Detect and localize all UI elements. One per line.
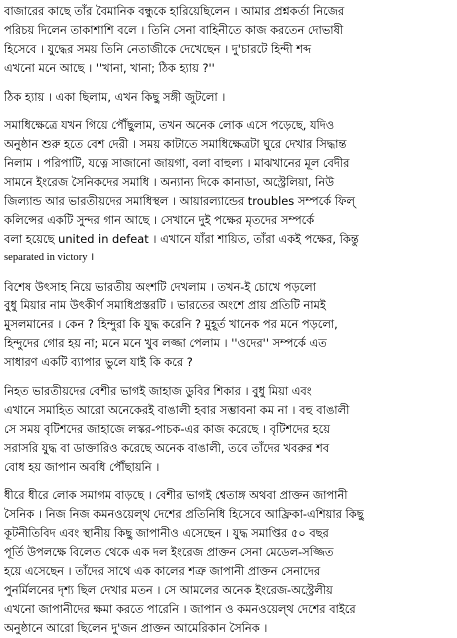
text-line: কূটনীতিবিদ এবং স্থানীয় কিছু জাপানীও এসেছেন । যুদ্ধ সমাপ্তির ৫০ বছর [4,526,329,541]
text-line: নিলাম । পরিপাটি, যত্নে সাজানো জায়গা, বলা বাহুল্য । মাঝখানের মূল বেদীর [4,156,350,171]
text-line: হিসেবে । যুদ্ধের সময় তিনি নেতাজীকে দেখেছেন । দু'চারটে হিন্দী শব্দ [4,41,311,56]
text-line: হিন্দুদের গোর হয় না; মনে মনে খুব লজ্জা পেলাম । ''ওদের'' সম্পর্কে এত [4,336,327,351]
text-line: বিশেষ উৎসাহ নিয়ে ভারতীয় অংশটি দেখলাম । তখন-ই চোখে পড়লো [4,279,316,294]
paragraph-1 [4,2,454,78]
text-line: এখনো মনে আছে । ''খানা, খানা; ঠিক হ্যায় ?'' [4,60,215,75]
text-line: জিল্যান্ড আর ভারতীয়দের সমাধিস্থল । আয়ারল্যান্ডের troubles সম্পর্কে ফিল্ [4,194,355,209]
text-line: separated in victory । [4,251,95,263]
text-line: সাধারণ একটি ব্যাপার ভুলে যাই কি করে ? [4,355,193,370]
text-line: সরাসরি যুদ্ধ বা ডাক্তারিও করেছে অনেক বাঙালী, তবে তাঁদের খবরুর শব [4,440,330,455]
text-line: বুধু মিয়ার নাম উৎকীর্ণ সমাধিপ্রস্তরটি । ভারতের অংশে প্রায় প্রতিটি নামই [4,298,326,313]
text-line: সে সময় বৃটিশদের জাহাজে লস্কর-পাচক-এর কাজ করেছে । বৃটিশদের হয়ে [4,421,330,436]
text-line: ধীরে ধীরে লোক সমাগম বাড়ছে । বেশীর ভাগই শ্বেতাঙ্গ অথবা প্রাক্তন জাপানী [4,488,348,503]
paragraph-gap [4,268,454,278]
text-line: সমাধিক্ষেত্রে যখন গিয়ে পৌঁছুলাম, তখন অনেক লোক এসে পড়েছে, যদিও [4,118,335,133]
text-line: কলিন্সের একটি সুন্দর গান আছে । সেখানে দুই পক্ষের মৃতদের সম্পর্কে [4,212,315,227]
paragraph-gap [4,476,454,486]
text-line: সৈনিক । নিজ নিজ কমনওয়েল্থ দেশের প্রতিনিধি হিসেবে আফ্রিকা-এশিয়ার কিছু [4,507,364,522]
text-line: হয়ে এসেছেন । তাঁদের সাথে এক কালের শত্রু জাপানী প্রাক্তন সেনাদের [4,564,321,579]
text-line: বোধ হয় জাপান অবধি পৌঁছায়নি । [4,459,160,474]
paragraph-5 [4,382,454,476]
paragraph-6 [4,486,454,637]
text-line: ঠিক হ্যায় । একা ছিলাম, এখন কিছু সঙ্গী জুটলো । [4,89,226,104]
text-line: মুসলমানের । কেন ? হিন্দুরা কি যুদ্ধ করেনি ? মুহূর্ত খানেক পর মনে পড়লো, [4,317,338,332]
text-line: বাজারের কাছে তাঁর বৈমানিক বন্ধুকে হারিয়েছিলেন । আমার প্রশ্নকর্তা নিজের [4,4,345,18]
paragraph-gap [4,372,454,382]
text-line: নিহত ভারতীয়দের বেশীর ভাগই জাহাজ ডুবির শিকার । বুধু মিয়া এবং [4,384,312,399]
paragraph-gap [4,106,454,116]
text-line: পুনর্মিলনের দৃশ্য ছিল দেখার মতন । সে আমলের অনেক ইংরেজ-অস্ট্রেলীয় [4,582,333,597]
paragraph-gap [4,78,454,88]
text-line: এখনো জাপানীদের ক্ষমা করতে পারেনি । জাপান ও কমনওয়েল্থ দেশের বাইরে [4,601,356,616]
paragraph-4 [4,278,454,372]
text-line: পূর্তি উপলক্ষে বিলেত থেকে এক দল ইংরেজ প্রাক্তন সেনা মেডেল-সজ্জিত [4,545,334,560]
text-line: অনুষ্ঠানে আরো ছিলেন দু'জন প্রাক্তন আমেরিকান সৈনিক । [4,620,268,635]
text-line: বলা হয়েছে united in defeat । এখানে যাঁরা শায়িত, তাঁরা একই পক্ষের, কিন্তু [4,231,359,246]
text-line: অনুষ্ঠান শুরু হতে বেশ দেরী । সময় কাটাতে সমাধিক্ষেত্রটা ঘুরে দেখার সিদ্ধান্ত [4,137,347,152]
text-line: সামনে ইংরেজ সৈনিকদের সমাধি । অন্যান্য দিকে কানাডা, অস্ট্রেলিয়া, নিউ [4,175,335,190]
text-line: পরিচয় দিলেন তাকাশাশি বলে । তিনি সেনা বাহিনীতে কাজ করতেন দোভাষী [4,22,344,37]
paragraph-2 [4,88,454,107]
text-line: এখানে সমাহিত আরো অনেকেরই বাঙালী হবার সম্ভাবনা কম না । বহু বাঙালী [4,402,350,417]
paragraph-3 [4,116,454,267]
